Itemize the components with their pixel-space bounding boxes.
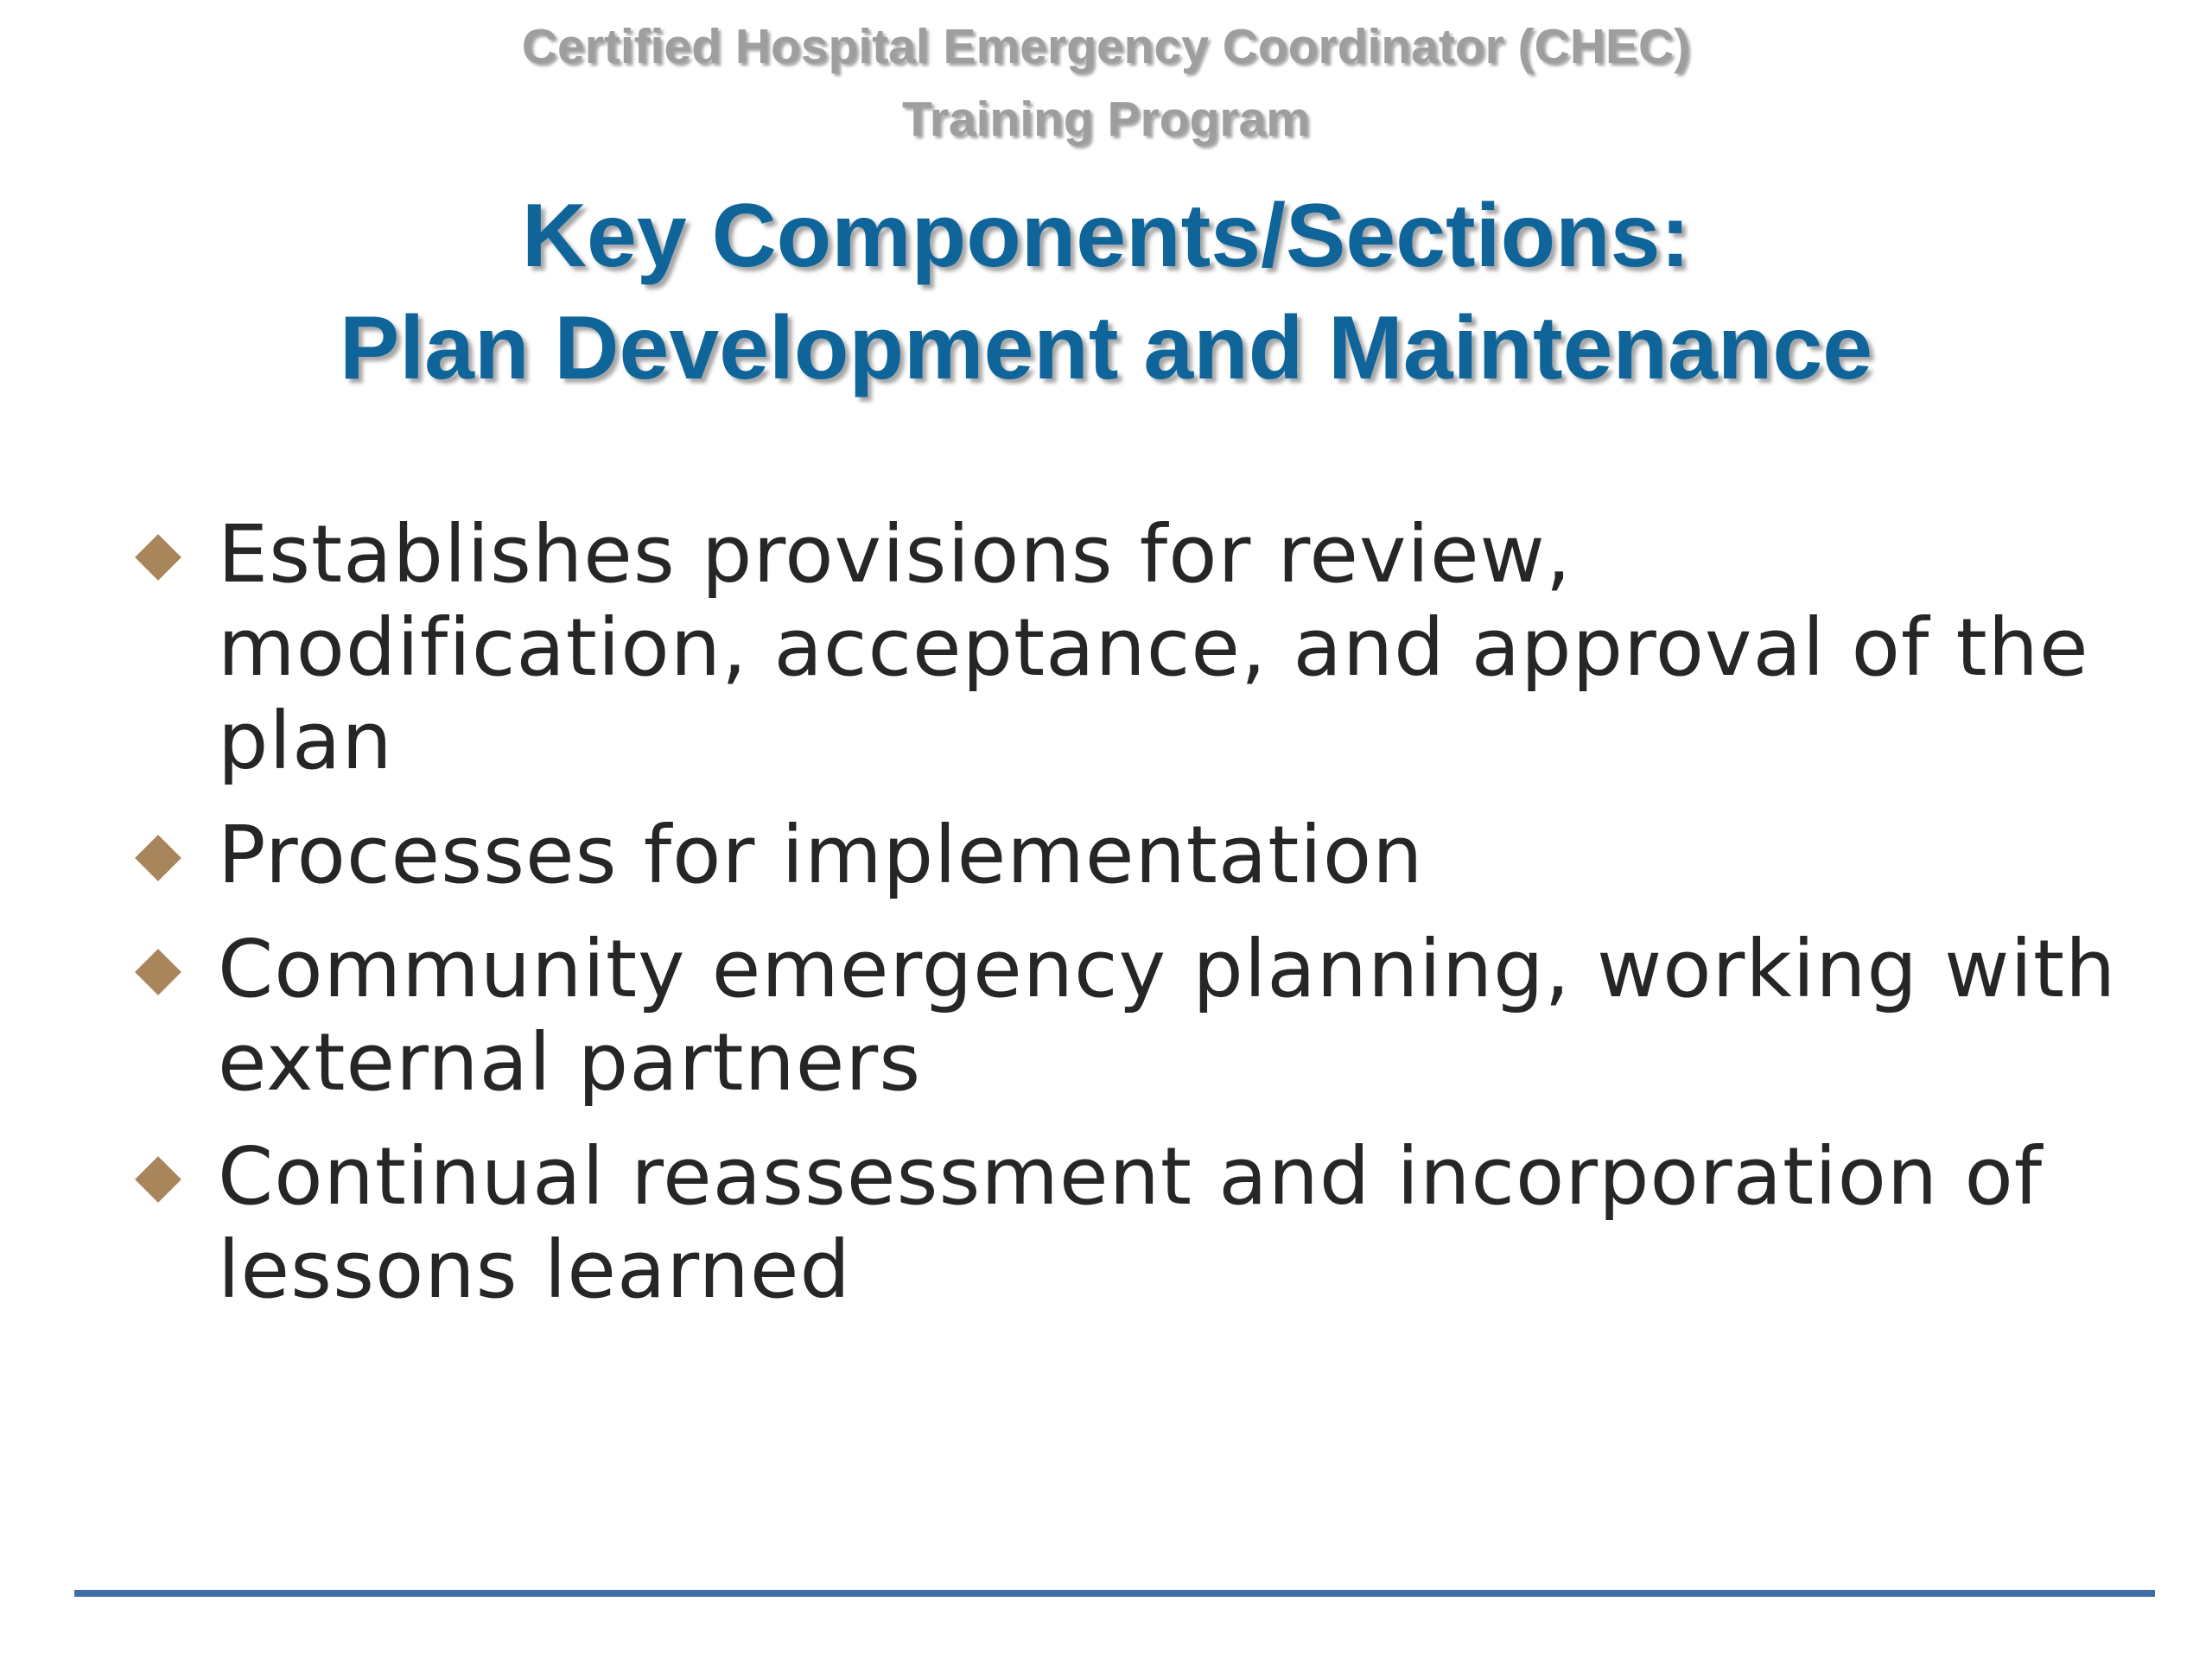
bullet-text: Establishes provisions for review, modification, acceptance, and approval of the plan: [218, 508, 2089, 787]
diamond-bullet-icon: [135, 534, 181, 581]
slide-title-line-2: Plan Development and Maintenance: [339, 298, 1873, 398]
diamond-bullet-icon: [135, 1156, 181, 1203]
program-header-line-1: Certified Hospital Emergency Coordinator (CHEC): [521, 19, 1691, 74]
bullet-text: Community emergency planning, working with external partners: [218, 923, 2117, 1109]
program-header-line-2: Training Program: [902, 92, 1310, 147]
slide-title-line-1: Key Components/Sections:: [521, 186, 1691, 286]
footer-divider: [74, 1590, 2155, 1597]
diamond-bullet-icon: [135, 835, 181, 881]
bullet-item: [130, 1130, 2117, 1317]
bullet-item: [130, 923, 2117, 1109]
bullet-list: [130, 508, 2117, 1338]
slide-title: [0, 180, 2212, 404]
bullet-item: [130, 508, 2117, 788]
bullet-item: [130, 809, 2117, 902]
diamond-bullet-icon: [135, 949, 181, 995]
program-header: [0, 10, 2212, 156]
bullet-text: Processes for implementation: [218, 809, 1424, 901]
bullet-text: Continual reassessment and incorporation of lessons learned: [218, 1130, 2044, 1316]
